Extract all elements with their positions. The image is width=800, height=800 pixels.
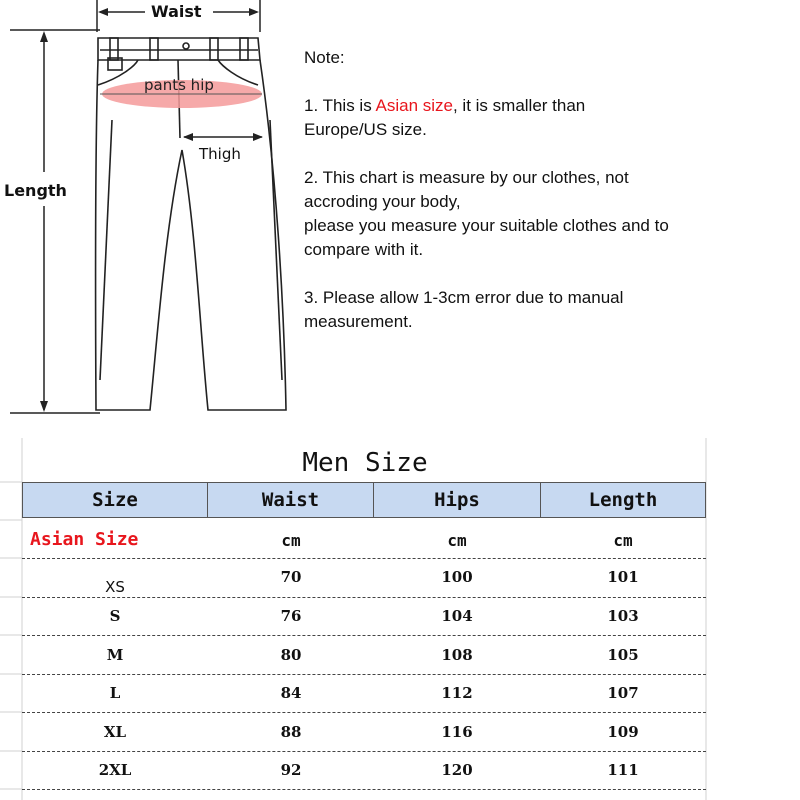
hips-cell: 100 (441, 568, 473, 586)
row-divider (22, 751, 706, 752)
row-divider (22, 558, 706, 559)
hips-cell: 116 (441, 723, 473, 741)
asian-size-label: Asian Size (30, 529, 139, 550)
waist-cell: 80 (280, 646, 302, 664)
header-waist: Waist (207, 482, 374, 518)
unit-hips: cm (447, 531, 467, 550)
length-cell: 105 (607, 646, 639, 664)
length-cell: 107 (607, 684, 639, 702)
note-1 (304, 94, 796, 142)
waist-cell: 92 (280, 761, 302, 779)
note-1-line-2: Europe/US size. (304, 120, 427, 139)
hips-cell: 120 (441, 761, 473, 779)
size-cell: L (109, 684, 121, 702)
pants-measurement-diagram (0, 0, 290, 430)
note-1-suffix: , it is smaller than (452, 96, 586, 115)
row-divider (22, 712, 706, 713)
hips-cell: 108 (441, 646, 473, 664)
size-cell: 2XL (98, 761, 132, 779)
note-2-line-4: compare with it. (304, 240, 424, 259)
hips-cell: 112 (441, 684, 473, 702)
length-label: Length (4, 181, 67, 200)
notes-heading: Note: (304, 48, 345, 67)
size-cell: S (109, 607, 121, 625)
header-length: Length (540, 482, 706, 518)
thigh-label: Thigh (199, 145, 241, 163)
men-size-table (0, 438, 800, 800)
length-cell: 103 (607, 607, 639, 625)
length-cell: 111 (607, 761, 639, 779)
size-cell: M (106, 646, 124, 664)
size-notes (304, 46, 796, 358)
hips-cell: 104 (441, 607, 473, 625)
row-divider (22, 597, 706, 598)
note-2-line-2: accroding your body, (304, 192, 461, 211)
row-divider (22, 674, 706, 675)
waist-cell: 84 (280, 684, 302, 702)
row-divider (22, 789, 706, 790)
note-3-line-2: measurement. (304, 312, 413, 331)
table-title: Men Size (302, 448, 428, 478)
row-divider (22, 635, 706, 636)
size-cell: XL (103, 723, 127, 741)
header-size: Size (22, 482, 208, 518)
note-2-line-1: 2. This chart is measure by our clothes, not (304, 168, 629, 187)
asian-size-highlight: Asian size (375, 96, 453, 115)
waist-cell: 88 (280, 723, 302, 741)
unit-length: cm (613, 531, 633, 550)
size-cell: XS (105, 578, 125, 596)
note-1-prefix: 1. This is (304, 96, 376, 115)
note-2-line-3: please you measure your suitable clothes and to (304, 216, 669, 235)
hip-label: pants hip (144, 76, 214, 94)
header-hips: Hips (373, 482, 541, 518)
note-3 (304, 286, 796, 334)
note-3-line-1: 3. Please allow 1-3cm error due to manual (304, 288, 624, 307)
waist-label: Waist (151, 2, 202, 21)
unit-waist: cm (281, 531, 301, 550)
length-cell: 101 (607, 568, 639, 586)
waist-cell: 70 (280, 568, 302, 586)
length-cell: 109 (607, 723, 639, 741)
waist-cell: 76 (280, 607, 302, 625)
note-2 (304, 166, 796, 262)
